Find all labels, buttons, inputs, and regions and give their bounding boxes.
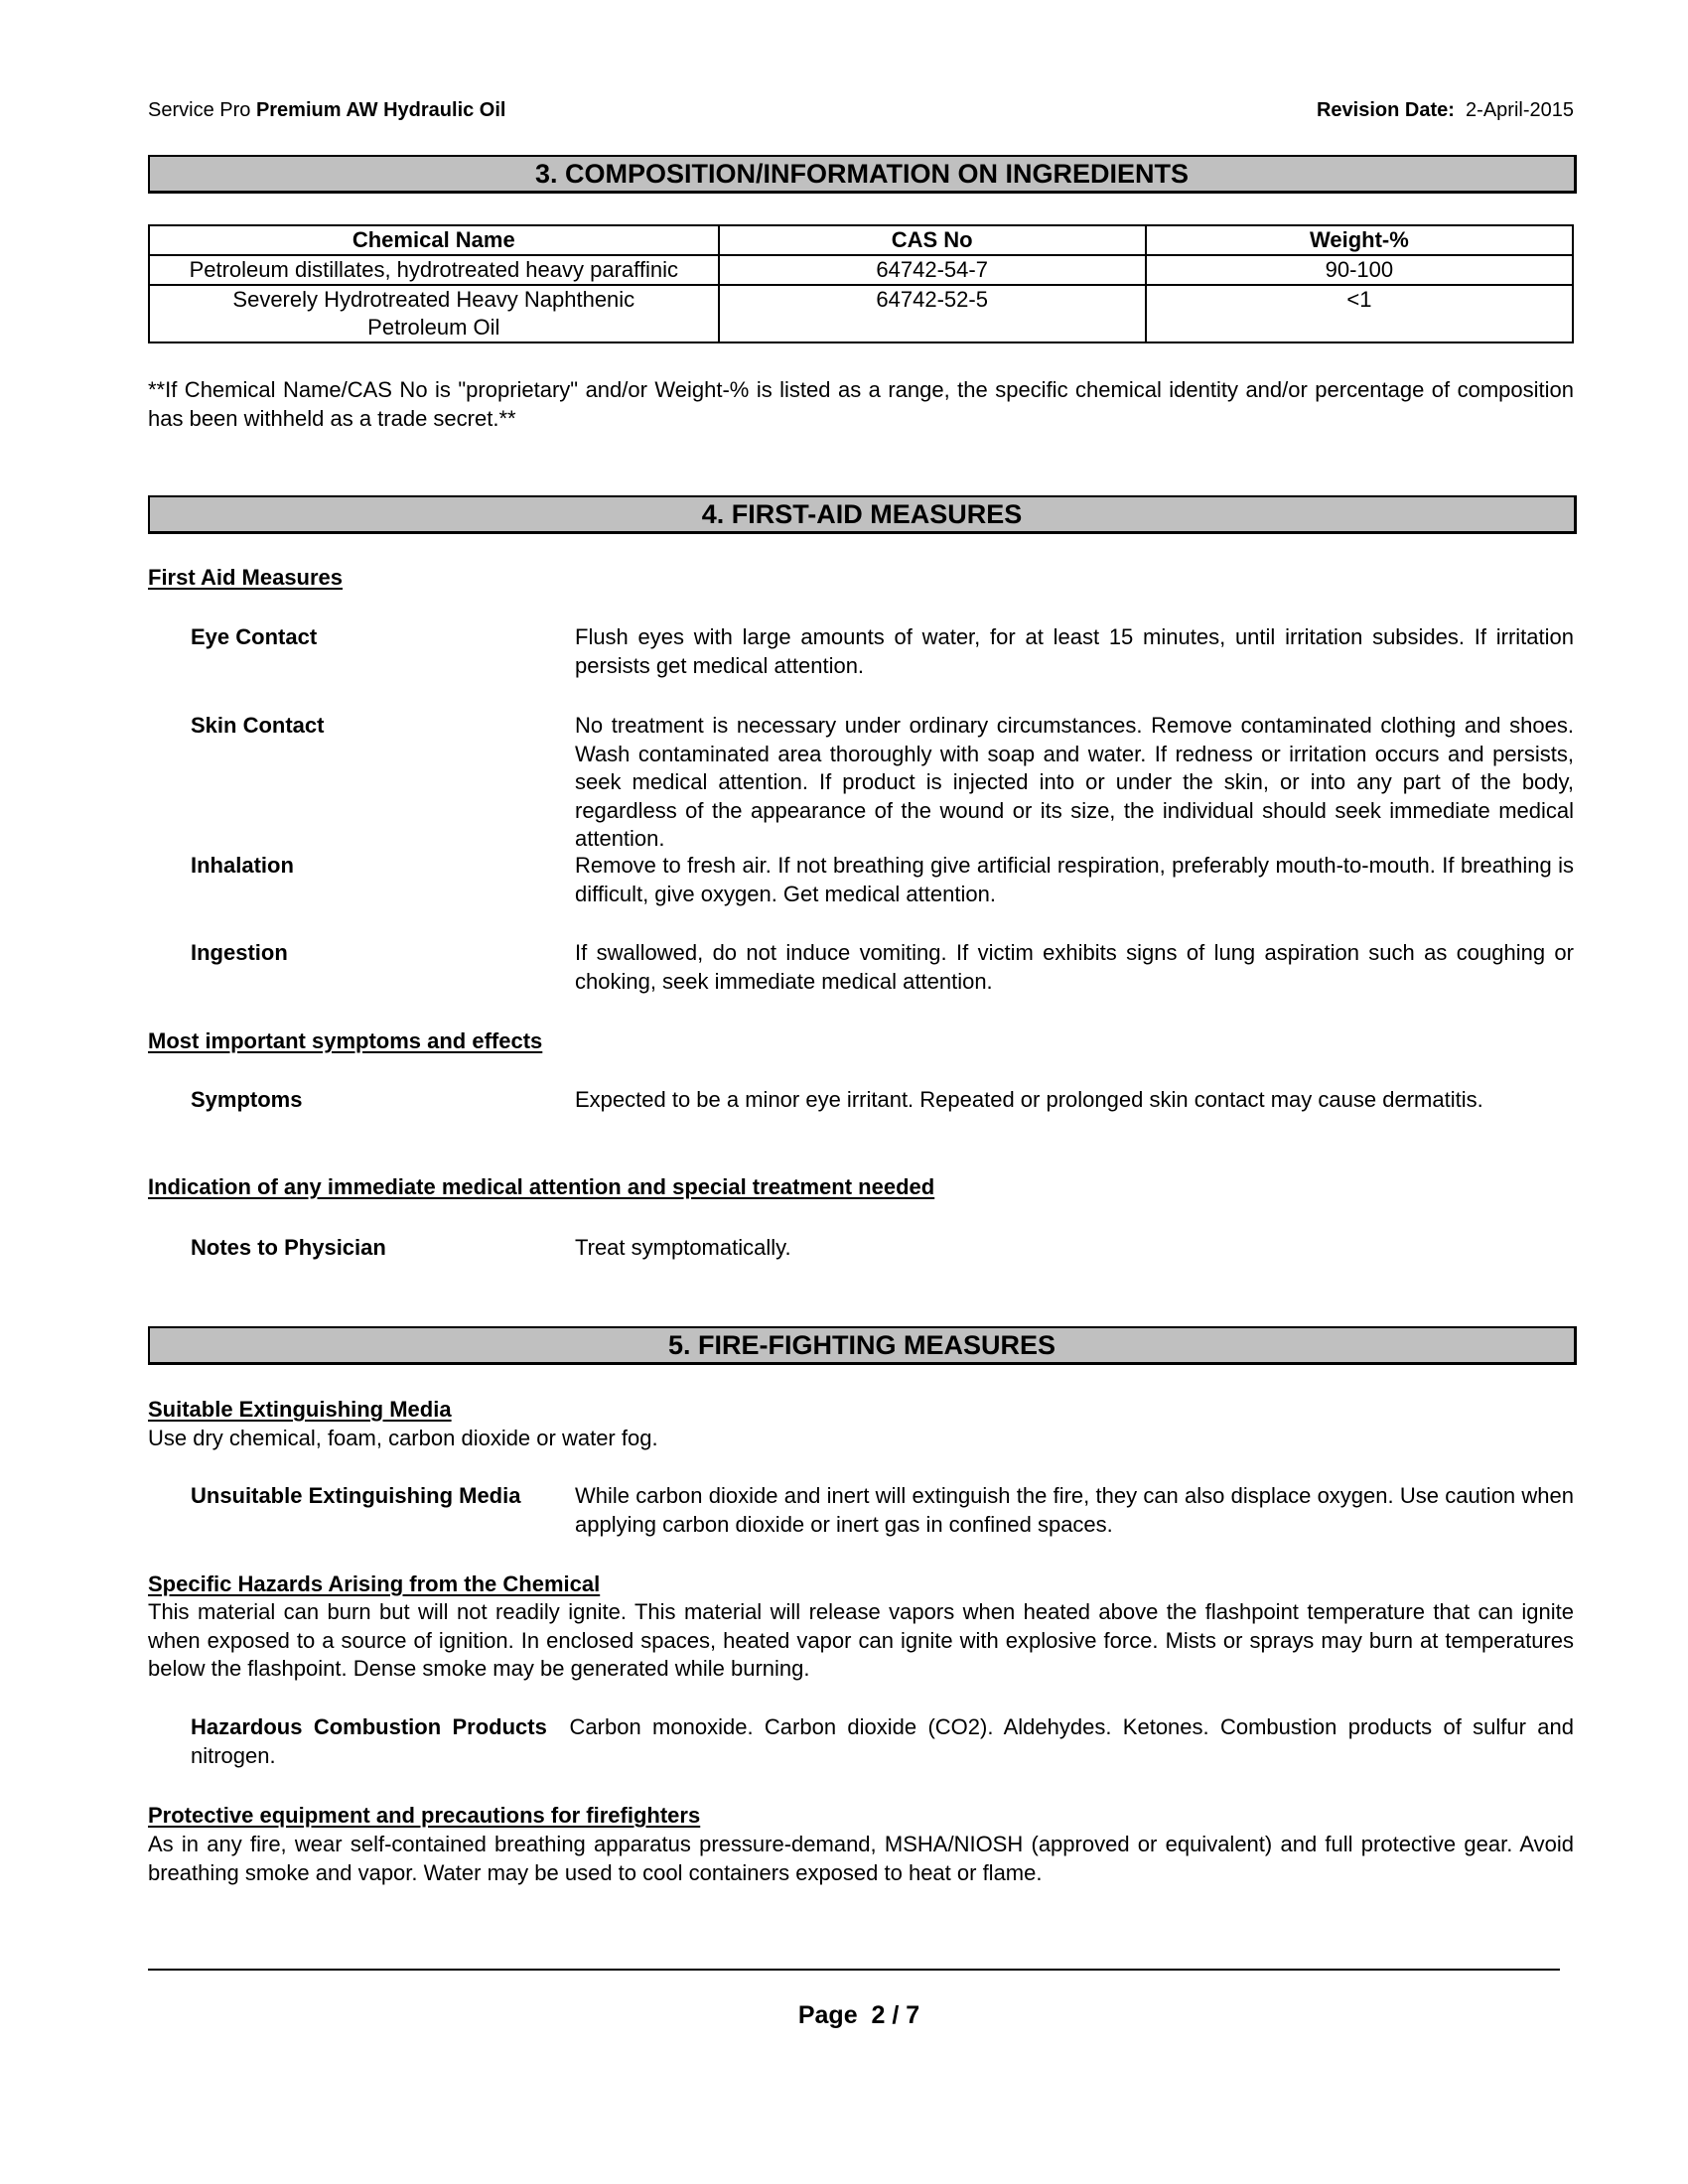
footer-divider <box>148 1969 1560 1971</box>
symptoms-label: Symptoms <box>191 1087 303 1112</box>
combustion-products-text: Carbon monoxide. Carbon dioxide (CO2). Aldehydes. Ketones. Combustion products of sulfur and nitrogen. <box>191 1714 1574 1768</box>
document-header-revision <box>1317 96 1574 125</box>
table-row <box>149 285 1573 342</box>
column-header: Weight-% <box>1146 225 1573 255</box>
section-4-title: 4. FIRST-AID MEASURES <box>148 495 1577 534</box>
column-header: Chemical Name <box>149 225 719 255</box>
page-number: Page 2 / 7 <box>797 2001 920 2029</box>
cas-no: 64742-52-5 <box>719 285 1146 342</box>
combustion-products <box>191 1713 1574 1770</box>
suitable-media-heading: Suitable Extinguishing Media <box>148 1397 452 1422</box>
chemical-name: Petroleum distillates, hydrotreated heavy paraffinic <box>149 255 719 285</box>
chemical-name: Severely Hydrotreated Heavy Naphthenic Petroleum Oil <box>149 285 719 342</box>
skin-contact-label: Skin Contact <box>191 713 325 738</box>
revision-date: 2-April-2015 <box>1466 99 1574 121</box>
ingestion-label: Ingestion <box>191 940 288 965</box>
unsuitable-media-text: While carbon dioxide and inert will extinguish the fire, they can also displace oxygen. Use caution when applying carbon dioxide or inert gas in confined spaces. <box>575 1483 1574 1537</box>
weight-percent: <1 <box>1146 285 1573 342</box>
symptoms-text: Expected to be a minor eye irritant. Repeated or prolonged skin contact may cause dermatitis. <box>575 1087 1483 1112</box>
skin-contact-text: No treatment is necessary under ordinary circumstances. Remove contaminated clothing and shoes. Wash contaminated area thoroughly with soap and water. If redness or irritation occurs and persists, seek medical attention. If product is injected into or under the skin, or into any part of the body, regardless of the appearance of the wound or its size, the individual should seek immediate medical attention. <box>575 713 1574 851</box>
eye-contact-label: Eye Contact <box>191 624 318 649</box>
protective-equipment-text: As in any fire, wear self-contained breathing apparatus pressure-demand, MSHA/NIOSH (approved or equivalent) and full protective gear. Avoid breathing smoke and vapor. Water may be used to cool containers exposed to heat or flame. <box>148 1832 1574 1885</box>
product-name: Premium AW Hydraulic Oil <box>255 99 506 121</box>
section-3-title: 3. COMPOSITION/INFORMATION ON INGREDIENTS <box>148 155 1577 194</box>
weight-percent: 90-100 <box>1146 255 1573 285</box>
ingredients-table <box>148 224 1574 343</box>
indication-heading: Indication of any immediate medical attention and special treatment needed <box>148 1174 935 1199</box>
trade-secret-note: **If Chemical Name/CAS No is "proprietary" and/or Weight-% is listed as a range, the specific chemical identity and/or percentage of composition has been withheld as a trade secret.** <box>148 377 1574 431</box>
revision-label: Revision Date: <box>1316 99 1455 121</box>
table-header-row <box>149 225 1573 255</box>
specific-hazards-heading: Specific Hazards Arising from the Chemical <box>148 1571 601 1596</box>
combustion-products-label: Hazardous Combustion Products <box>191 1714 547 1739</box>
document-header-product <box>148 96 505 125</box>
unsuitable-media-label: Unsuitable Extinguishing Media <box>191 1483 521 1508</box>
inhalation-label: Inhalation <box>191 853 294 878</box>
notes-to-physician-label: Notes to Physician <box>191 1235 386 1260</box>
symptoms-heading: Most important symptoms and effects <box>148 1028 543 1053</box>
column-header: CAS No <box>719 225 1146 255</box>
inhalation-text: Remove to fresh air. If not breathing give artificial respiration, preferably mouth-to-mouth. If breathing is difficult, give oxygen. Get medical attention. <box>575 853 1574 906</box>
table-row <box>149 255 1573 285</box>
eye-contact-text: Flush eyes with large amounts of water, for at least 15 minutes, until irritation subsides. If irritation persists get medical attention. <box>575 624 1574 678</box>
notes-to-physician-text: Treat symptomatically. <box>575 1235 791 1260</box>
specific-hazards-text: This material can burn but will not readily ignite. This material will release vapors when heated above the flashpoint temperature that can ignite when exposed to a source of ignition. In enclosed spaces, heated vapor can ignite with explosive force. Mists or sprays may burn at temperatures below the flashpoint. Dense smoke may be generated while burning. <box>148 1599 1574 1681</box>
suitable-media-text: Use dry chemical, foam, carbon dioxide or water fog. <box>148 1426 658 1450</box>
product-prefix: Service Pro <box>148 99 256 121</box>
first-aid-heading: First Aid Measures <box>148 565 344 590</box>
cas-no: 64742-54-7 <box>719 255 1146 285</box>
section-5-title: 5. FIRE-FIGHTING MEASURES <box>148 1326 1577 1365</box>
ingestion-text: If swallowed, do not induce vomiting. If victim exhibits signs of lung aspiration such as coughing or choking, seek immediate medical attention. <box>575 940 1574 994</box>
protective-equipment-heading: Protective equipment and precautions for firefighters <box>148 1803 701 1828</box>
